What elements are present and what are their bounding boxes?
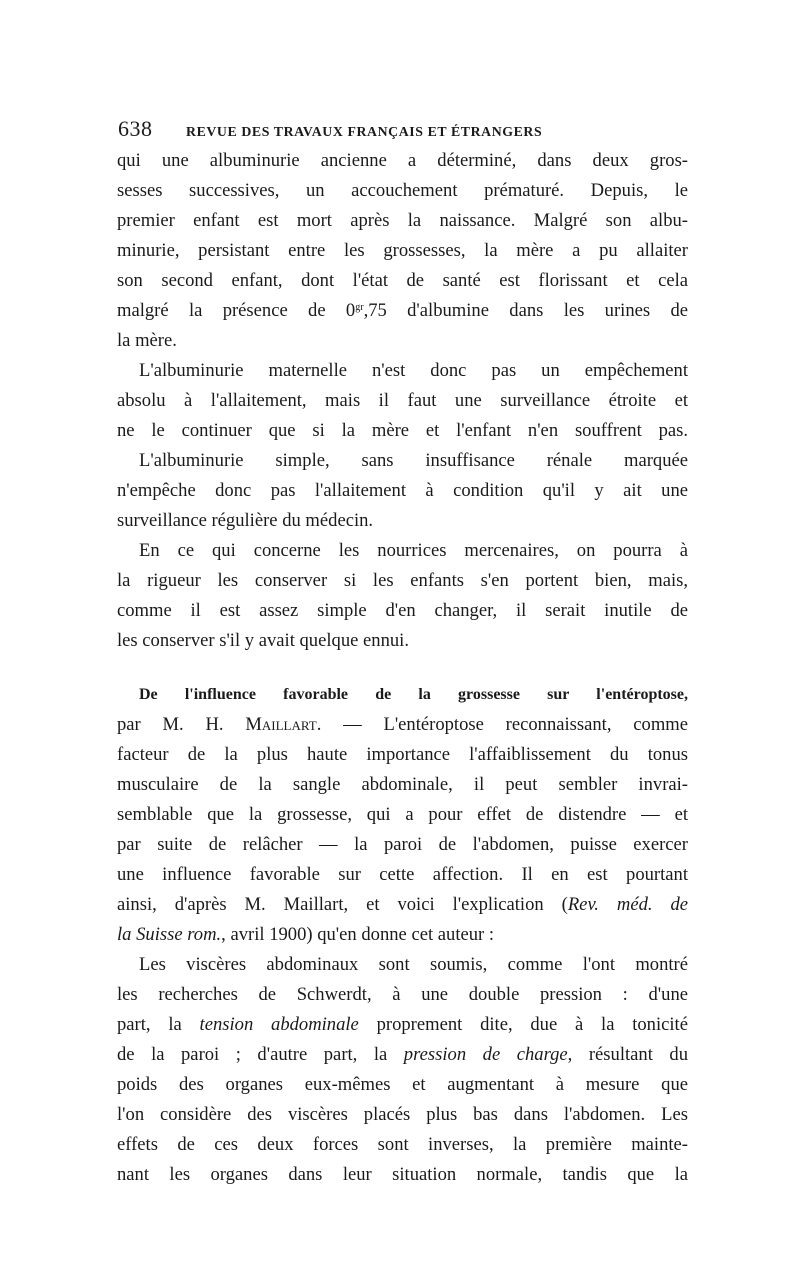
text-line: la rigueur les conserver si les enfants s'en portent bien, mais, [117, 570, 688, 591]
text-line: les conserver s'il y avait quelque ennui. [117, 630, 409, 651]
text-segment: . — L'entéroptose reconnaissant, comme [316, 714, 688, 735]
text-line: poids des organes eux-mêmes et augmentant à mesure que [117, 1074, 688, 1095]
text-segment: par M. H. [117, 714, 246, 735]
text-line: facteur de la plus haute importance l'affaiblissement du tonus [117, 744, 688, 765]
text-segment: malgré la présence de 0 [117, 300, 356, 321]
text-line: L'albuminurie simple, sans insuffisance rénale marquée [139, 450, 688, 471]
text-line: l'on considère des viscères placés plus bas dans l'abdomen. Les [117, 1104, 688, 1125]
page-number: 638 [118, 116, 153, 141]
text-line: n'empêche donc pas l'allaitement à condition qu'il y ait une [117, 480, 688, 501]
emphasis-italic: pression de charge [403, 1044, 568, 1065]
running-title: REVUE DES TRAVAUX FRANÇAIS ET ÉTRANGERS [186, 124, 543, 139]
text-segment: , résultant du [567, 1044, 688, 1065]
text-line [117, 920, 688, 950]
text-line: une influence favorable sur cette affection. Il en est pourtant [117, 864, 688, 885]
citation-italic: Rev. méd. de [567, 894, 689, 915]
text-line: nant les organes dans leur situation normale, tandis que la [117, 1164, 688, 1185]
text-segment: proprement dite, due à la tonicité [358, 1014, 688, 1035]
text-line [117, 1010, 688, 1040]
text-line [117, 890, 688, 920]
text-line: En ce qui concerne les nourrices mercenaires, on pourra à [139, 540, 688, 561]
author-name: Maillart [245, 714, 317, 735]
unit-superscript: gr [355, 302, 364, 313]
text-segment: part, la [117, 1014, 200, 1035]
text-line: comme il est assez simple d'en changer, il serait inutile de [117, 600, 688, 621]
text-line: musculaire de la sangle abdominale, il peut sembler invrai- [117, 774, 688, 795]
text-segment: de la paroi ; d'autre part, la [117, 1044, 404, 1065]
text-line: absolu à l'allaitement, mais il faut une surveillance étroite et [117, 390, 688, 411]
text-line: semblable que la grossesse, qui a pour effet de distendre — et [117, 804, 688, 825]
text-line: minurie, persistant entre les grossesses, la mère a pu allaiter [117, 240, 688, 261]
section-heading: De l'influence favorable de la grossesse sur l'entéroptose, [139, 686, 688, 703]
text-line [117, 1040, 688, 1070]
text-line: effets de ces deux forces sont inverses, la première mainte- [117, 1134, 688, 1155]
page-header [118, 116, 690, 142]
text-line: qui une albuminurie ancienne a déterminé, dans deux gros- [117, 150, 688, 171]
emphasis-italic: tension abdominale [199, 1014, 359, 1035]
text-line: par suite de relâcher — la paroi de l'abdomen, puisse exercer [117, 834, 688, 855]
text-line: la mère. [117, 330, 177, 351]
text-line [117, 710, 688, 740]
text-segment: ainsi, d'après M. Maillart, et voici l'explication ( [117, 894, 568, 915]
text-line: les recherches de Schwerdt, à une double pression : d'une [117, 984, 688, 1005]
text-line: L'albuminurie maternelle n'est donc pas un empêchement [139, 360, 688, 381]
text-line: sesses successives, un accouchement prématuré. Depuis, le [117, 180, 688, 201]
text-line [117, 296, 688, 326]
text-line: premier enfant est mort après la naissance. Malgré son albu- [117, 210, 688, 231]
text-line: Les viscères abdominaux sont soumis, comme l'ont montré [139, 954, 688, 975]
text-line: son second enfant, dont l'état de santé est florissant et cela [117, 270, 688, 291]
text-line: surveillance régulière du médecin. [117, 510, 374, 531]
text-line: ne le continuer que si la mère et l'enfant n'en souffrent pas. [117, 420, 688, 441]
text-segment: ,75 d'albumine dans les urines de [363, 300, 688, 321]
citation-italic: la Suisse rom. [117, 924, 222, 945]
text-segment: , avril 1900) qu'en donne cet auteur : [221, 924, 495, 945]
